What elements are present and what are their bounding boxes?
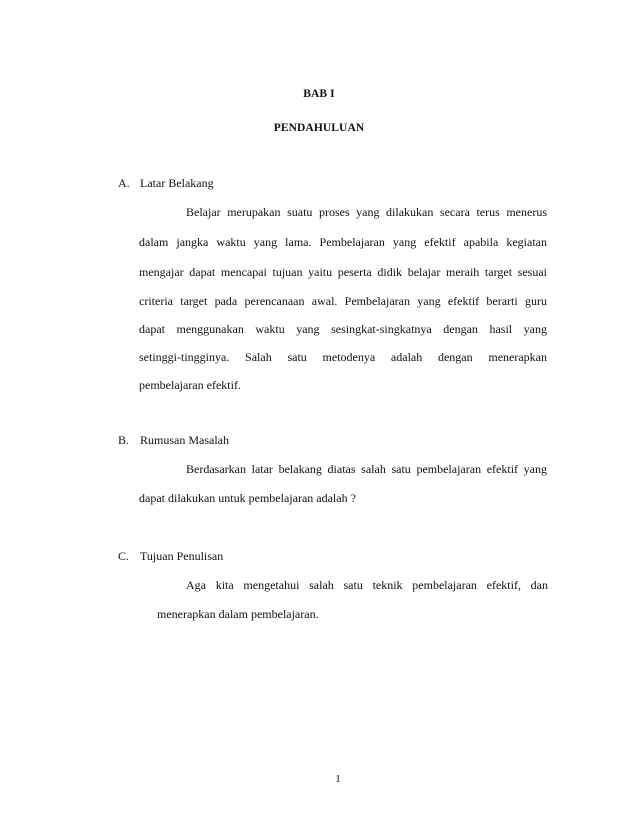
section-b-title: Rumusan Masalah: [140, 433, 229, 447]
section-c-line-2: menerapkan dalam pembelajaran.: [157, 607, 319, 621]
section-a-heading: [118, 176, 214, 191]
section-c-heading: [118, 549, 223, 564]
section-a-line-3: mengajar dapat mencapai tujuan yaitu peserta didik belajar meraih target sesuai: [139, 265, 547, 279]
section-a-title: Latar Belakang: [140, 176, 214, 190]
section-b-line-1: Berdasarkan latar belakang diatas salah satu pembelajaran efektif yang: [186, 462, 547, 476]
section-c-title: Tujuan Penulisan: [140, 549, 224, 563]
section-b-heading: [118, 433, 229, 448]
section-a-line-4: criteria target pada perencanaan awal. Pembelajaran yang efektif berarti guru: [139, 294, 547, 308]
section-a-line-6: setinggi-tingginya. Salah satu metodenya adalah dengan menerapkan: [139, 350, 547, 364]
section-a-line-5: dapat menggunakan waktu yang sesingkat-singkatnya dengan hasil yang: [139, 322, 547, 336]
chapter-number: BAB I: [303, 88, 335, 100]
section-a-letter: A.: [118, 176, 130, 190]
section-c-line-1: Aga kita mengetahui salah satu teknik pembelajaran efektif, dan: [186, 578, 548, 592]
chapter-title: PENDAHULUAN: [273, 122, 365, 134]
section-c-letter: C.: [118, 549, 130, 563]
section-b-line-2: dapat dilakukan untuk pembelajaran adalah ?: [139, 491, 356, 505]
section-b-letter: B.: [118, 433, 130, 447]
page-number: 1: [335, 773, 341, 785]
section-a-line-7: pembelajaran efektif.: [139, 378, 241, 392]
section-a-line-1: Belajar merupakan suatu proses yang dilakukan secara terus menerus: [186, 205, 547, 219]
section-a-line-2: dalam jangka waktu yang lama. Pembelajaran yang efektif apabila kegiatan: [139, 235, 547, 249]
